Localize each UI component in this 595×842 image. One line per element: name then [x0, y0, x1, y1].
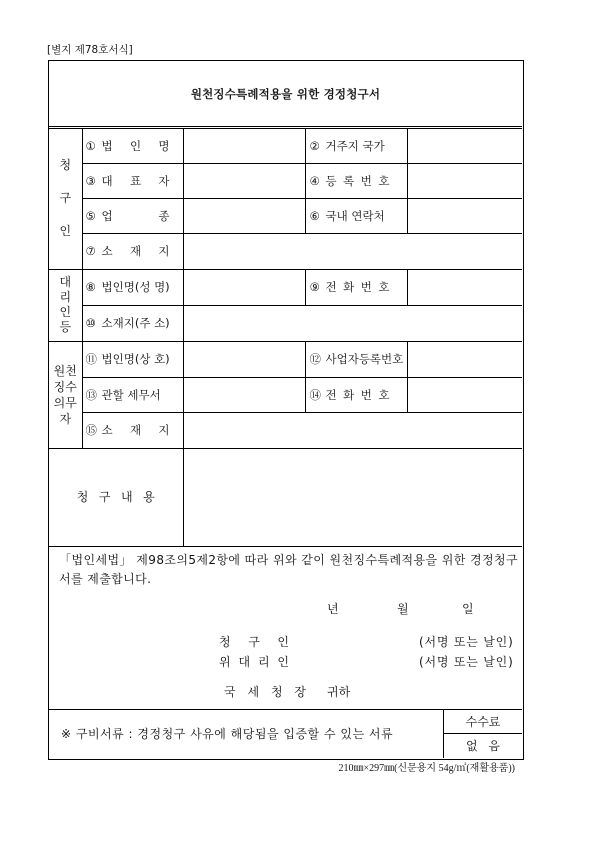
row-withholding-2: [49, 377, 522, 412]
label-tax-office: [82, 377, 183, 412]
item-number-11: ⑪: [85, 352, 97, 366]
addressee-honorific: 귀하: [327, 685, 351, 699]
item-number-3: ③: [85, 173, 96, 188]
row-withholding-1: [49, 341, 522, 377]
section-withholding-agent: [49, 341, 82, 448]
representative-field[interactable]: [183, 163, 305, 198]
section-withholding-agent-label: 원천징수의무자: [53, 363, 77, 426]
withholding-phone-field[interactable]: [407, 377, 522, 412]
label-business-type: [82, 198, 183, 233]
row-claim-details: [49, 448, 522, 546]
item-number-8: ⑧: [85, 280, 96, 294]
declaration: [49, 546, 522, 709]
item-number-12: ⑫: [309, 352, 321, 366]
signer-agent-label: 위 대 리 인: [219, 655, 289, 669]
signer-agent-signature[interactable]: (서명 또는 날인): [419, 655, 514, 669]
label-corporation-name-text: 법 인 명: [101, 138, 170, 153]
agent-phone-field[interactable]: [407, 269, 522, 305]
label-claim-details-text: 청 구 내 용: [76, 490, 155, 505]
label-withholding-location: [82, 412, 183, 448]
label-withholding-name: [82, 341, 183, 377]
registration-number-field[interactable]: [407, 163, 522, 198]
required-documents-note: ※ 구비서류 : 경정청구 사유에 해당됨을 입증할 수 있는 서류: [61, 727, 394, 741]
declaration-statement: 「법인세법」 제98조의5제2항에 따라 위와 같이 원천징수특례적용을 위한 경정청구서를 제출합니다.: [59, 553, 518, 586]
label-agent-phone-text: 전 화 번 호: [325, 280, 390, 294]
claim-form: [48, 60, 524, 760]
row-agent-2: [49, 305, 522, 341]
agent-address-field[interactable]: [183, 305, 522, 341]
signer-claimant-label: 청 구 인: [219, 635, 289, 649]
form-title: 원천징수특례적용을 위한 경정청구서: [190, 86, 381, 101]
row-claimant-3: [49, 198, 522, 233]
label-residence-country-text: 거주지 국가: [325, 138, 385, 153]
row-claimant-2: [49, 163, 522, 198]
item-number-1: ①: [85, 138, 96, 153]
item-number-4: ④: [309, 173, 320, 188]
title-bar: [49, 61, 522, 129]
label-business-type-text: 업 종: [101, 208, 170, 223]
agent-name-field[interactable]: [183, 269, 305, 305]
section-agent: [49, 269, 82, 341]
claimant-location-field[interactable]: [183, 233, 522, 269]
label-agent-phone: [305, 269, 407, 305]
section-claimant: [49, 129, 82, 269]
row-agent-1: [49, 269, 522, 305]
residence-country-field[interactable]: [407, 129, 522, 163]
withholding-location-field[interactable]: [183, 412, 522, 448]
label-residence-country: [305, 129, 407, 163]
attachments-row: [49, 709, 522, 758]
item-number-10: ⑩: [85, 316, 96, 330]
item-number-14: ⑭: [309, 387, 321, 402]
withholding-name-field[interactable]: [183, 341, 305, 377]
row-withholding-3: [49, 412, 522, 448]
fee-box: [443, 710, 522, 758]
label-tax-office-text: 관할 세무서: [101, 387, 161, 402]
signer-claimant-signature[interactable]: (서명 또는 날인): [419, 635, 514, 649]
claim-details-field[interactable]: [183, 448, 522, 546]
domestic-contact-field[interactable]: [407, 198, 522, 233]
label-claimant-location: [82, 233, 183, 269]
item-number-5: ⑤: [85, 208, 96, 223]
date-year-label: 년: [327, 602, 339, 616]
label-business-reg-number: [305, 341, 407, 377]
section-claimant-label: 청구인: [59, 158, 72, 239]
label-representative-text: 대 표 자: [101, 173, 170, 188]
label-business-reg-number-text: 사업자등록번호: [325, 352, 404, 366]
label-claimant-location-text: 소 재 지: [101, 244, 170, 258]
label-withholding-phone: [305, 377, 407, 412]
label-agent-address: [82, 305, 183, 341]
item-number-6: ⑥: [309, 208, 320, 223]
label-agent-name-text: 법인명(성 명): [101, 280, 170, 294]
label-domestic-contact-text: 국내 연락처: [325, 208, 385, 223]
label-registration-number: [305, 163, 407, 198]
item-number-2: ②: [309, 138, 320, 153]
label-registration-number-text: 등 록 번 호: [325, 173, 390, 188]
fee-value: 없 음: [466, 739, 500, 753]
item-number-9: ⑨: [309, 280, 320, 294]
business-reg-number-field[interactable]: [407, 341, 522, 377]
form-grid: [49, 129, 522, 546]
section-agent-label: 대리인등: [59, 275, 72, 334]
label-withholding-location-text: 소 재 지: [101, 423, 170, 437]
form-number: [별지 제78호서식]: [47, 44, 133, 56]
tax-office-field[interactable]: [183, 377, 305, 412]
item-number-7: ⑦: [85, 244, 96, 258]
business-type-field[interactable]: [183, 198, 305, 233]
label-corporation-name: [82, 129, 183, 163]
label-agent-name: [82, 269, 183, 305]
date-day-label: 일: [462, 602, 474, 616]
date-month-label: 월: [397, 602, 409, 616]
item-number-15: ⑮: [85, 423, 97, 437]
label-claim-details: [49, 448, 183, 546]
label-withholding-name-text: 법인명(상 호): [101, 352, 170, 366]
label-agent-address-text: 소재지(주 소): [101, 316, 170, 330]
fee-value-cell: [444, 734, 522, 758]
row-claimant-4: [49, 233, 522, 269]
label-domestic-contact: [305, 198, 407, 233]
addressee: 국 세 청 장: [224, 685, 306, 699]
item-number-13: ⑬: [85, 387, 97, 402]
corporation-name-field[interactable]: [183, 129, 305, 163]
label-representative: [82, 163, 183, 198]
paper-spec: 210㎜×297㎜(신문용지 54g/㎡(재활용품)): [338, 763, 515, 774]
row-claimant-1: [49, 129, 522, 163]
fee-label: 수수료: [444, 710, 522, 734]
label-withholding-phone-text: 전 화 번 호: [325, 387, 390, 402]
